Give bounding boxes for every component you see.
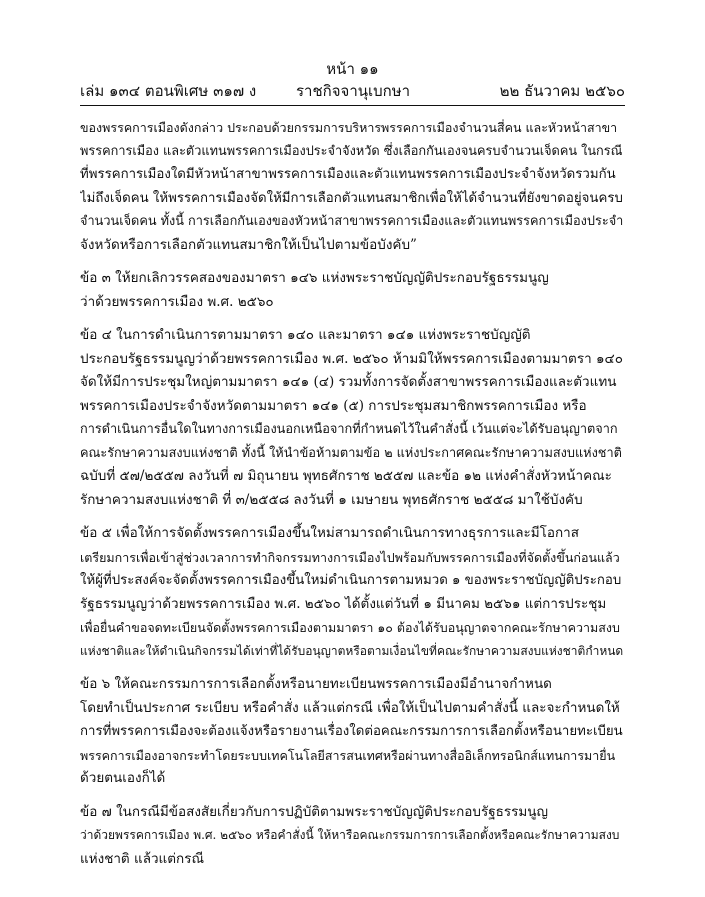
document-body xyxy=(80,116,625,871)
text-line: ว่าด้วยพรรคการเมือง พ.ศ. ๒๕๖๐ หรือคำสั่งนี้ ให้หารือคณะกรรมการการเลือกตั้งหรือคณะรักษาความสงบ xyxy=(80,828,620,842)
publication-title: ราชกิจจานุเบกษา xyxy=(296,82,411,100)
text-line: ไม่ถึงเจ็ดคน ให้พรรคการเมืองจัดให้มีการเลือกตัวแทนสมาชิกเพื่อให้ได้จำนวนที่ยังขาดอยู่จนครบ xyxy=(80,190,623,206)
text-line: ว่าด้วยพรรคการเมือง พ.ศ. ๒๕๖๐ xyxy=(80,293,274,310)
text-line: โดยทำเป็นประกาศ ระเบียบ หรือคำสั่ง แล้วแต่กรณี เพื่อให้เป็นไปตามคำสั่งนี้ และจะกำหนดให้ xyxy=(80,699,620,716)
clause-4 xyxy=(80,324,625,512)
text-line: ฉบับที่ ๕๗/๒๕๕๗ ลงวันที่ ๗ มิถุนายน พุทธศักราช ๒๕๕๗ และข้อ ๑๒ แห่งคำสั่งหัวหน้าคณะ xyxy=(80,468,612,484)
text-line: รัฐธรรมนูญว่าด้วยพรรคการเมือง พ.ศ. ๒๕๖๐ ได้ตั้งแต่วันที่ ๑ มีนาคม ๒๕๖๑ แต่การประชุม xyxy=(80,595,607,612)
text-line: ด้วยตนเองก็ได้ xyxy=(80,770,166,786)
gazette-header xyxy=(80,81,625,101)
text-line: ให้ผู้ที่ประสงค์จะจัดตั้งพรรคการเมืองขึ้นใหม่ดำเนินการตามหมวด ๑ ของพระราชบัญญัติประกอบ xyxy=(80,573,622,588)
publication-date: ๒๒ ธันวาคม ๒๕๖๐ xyxy=(499,82,625,100)
text-line: ข้อ ๗ ในกรณีมีข้อสงสัยเกี่ยวกับการปฏิบัติตามพระราชบัญญัติประกอบรัฐธรรมนูญ xyxy=(80,803,549,820)
text-line: เพื่อยื่นคำขอจดทะเบียนจัดตั้งพรรคการเมืองตามมาตรา ๑๐ ต้องได้รับอนุญาตจากคณะรักษาความสงบ xyxy=(80,620,620,635)
page-number: หน้า ๑๑ xyxy=(326,60,379,78)
text-line: การที่พรรคการเมืองจะต้องแจ้งหรือรายงานเรื่องใดต่อคณะกรรมการการเลือกตั้งหรือนายทะเบียน xyxy=(80,724,623,739)
text-line: คณะรักษาความสงบแห่งชาติ ทั้งนี้ ให้นำข้อห้ามตามข้อ ๒ แห่งประกาศคณะรักษาความสงบแห่งชาติ xyxy=(80,445,622,461)
text-line: พรรคการเมือง และตัวแทนพรรคการเมืองประจำจังหวัด ซึ่งเลือกกันเองจนครบจำนวนเจ็ดคน ในกรณี xyxy=(80,143,623,159)
text-line: เตรียมการเพื่อเข้าสู่ช่วงเวลาการทำกิจกรรมทางการเมืองไปพร้อมกับพรรคการเมืองที่จัดตั้งขึ้นก่อนแล้ว xyxy=(80,549,620,565)
text-line: จัดให้มีการประชุมใหญ่ตามมาตรา ๑๔๑ (๔) รวมทั้งการจัดตั้งสาขาพรรคการเมืองและตัวแทน xyxy=(80,374,617,390)
clause-5 xyxy=(80,522,625,663)
text-line: การดำเนินการอื่นใดในทางการเมืองนอกเหนือจากที่กำหนดไว้ในคำสั่งนี้ เว้นแต่จะได้รับอนุญาตจาก xyxy=(80,422,618,437)
clause-3 xyxy=(80,267,625,314)
text-line: พรรคการเมืองประจำจังหวัดตามมาตรา ๑๔๑ (๕) การประชุมสมาชิกพรรคการเมือง หรือ xyxy=(80,397,587,414)
paragraph-continuation xyxy=(80,116,625,257)
text-line: ข้อ ๓ ให้ยกเลิกวรรคสองของมาตรา ๑๔๖ แห่งพระราชบัญญัติประกอบรัฐธรรมนูญ xyxy=(80,270,549,286)
text-line: ที่พรรคการเมืองใดมีหัวหน้าสาขาพรรคการเมืองและตัวแทนพรรคการเมืองประจำจังหวัดรวมกัน xyxy=(80,167,616,182)
text-line: แห่งชาติ แล้วแต่กรณี xyxy=(80,850,204,867)
text-line: ประกอบรัฐธรรมนูญว่าด้วยพรรคการเมือง พ.ศ. ๒๕๖๐ ห้ามมิให้พรรคการเมืองตามมาตรา ๑๔๐ xyxy=(80,350,623,367)
clause-7 xyxy=(80,801,625,872)
text-line: ข้อ ๔ ในการดำเนินการตามมาตรา ๑๔๐ และมาตรา ๑๔๑ แห่งพระราชบัญญัติ xyxy=(80,327,531,343)
text-line: ข้อ ๖ ให้คณะกรรมการการเลือกตั้งหรือนายทะเบียนพรรคการเมืองมีอำนาจกำหนด xyxy=(80,676,552,692)
header-divider xyxy=(80,105,625,106)
clause-6 xyxy=(80,673,625,791)
text-line: รักษาความสงบแห่งชาติ ที่ ๓/๒๕๕๘ ลงวันที่ ๑ เมษายน พุทธศักราช ๒๕๕๘ มาใช้บังคับ xyxy=(80,491,583,508)
text-line: ข้อ ๕ เพื่อให้การจัดตั้งพรรคการเมืองขึ้นใหม่สามารถดำเนินการทางธุรการและมีโอกาส xyxy=(80,525,579,541)
text-line: จังหวัดหรือการเลือกตัวแทนสมาชิกให้เป็นไปตามข้อบังคับ” xyxy=(80,236,417,253)
text-line: พรรคการเมืองอาจกระทำโดยระบบเทคโนโลยีสารสนเทศหรือผ่านทางสื่ออิเล็กทรอนิกส์แทนการมายื่น xyxy=(80,747,616,763)
text-line: แห่งชาติและให้ดำเนินกิจกรรมได้เท่าที่ได้รับอนุญาตหรือตามเงื่อนไขที่คณะรักษาความสงบแห่งชาติกำหนด xyxy=(80,643,624,658)
volume-issue-label: เล่ม ๑๓๔ ตอนพิเศษ ๓๑๗ ง xyxy=(80,82,257,100)
text-line: จำนวนเจ็ดคน ทั้งนี้ การเลือกกันเองของหัวหน้าสาขาพรรคการเมืองและตัวแทนพรรคการเมืองประจำ xyxy=(80,214,624,229)
text-line: ของพรรคการเมืองดังกล่าว ประกอบด้วยกรรมการบริหารพรรคการเมืองจำนวนสี่คน และหัวหน้าสาขา xyxy=(80,120,618,135)
